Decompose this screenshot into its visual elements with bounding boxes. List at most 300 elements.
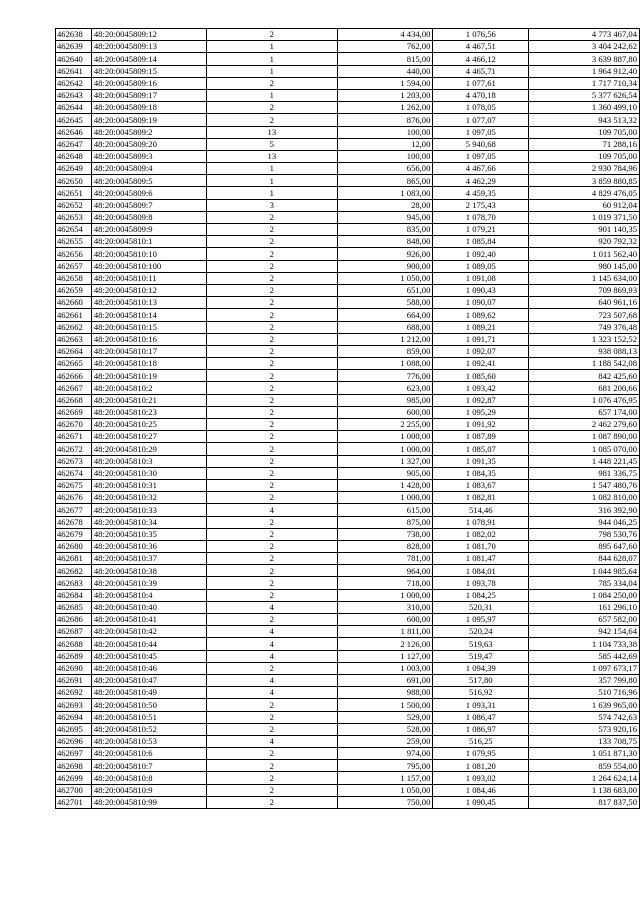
rate-cell: 1 091,92 xyxy=(433,419,529,431)
value-cell: 942 154,64 xyxy=(529,626,640,638)
value-cell: 943 513,32 xyxy=(529,114,640,126)
value-cell: 785 334,04 xyxy=(529,577,640,589)
rate-cell: 1 077,07 xyxy=(433,114,529,126)
category-cell: 2 xyxy=(207,796,338,808)
value-cell: 109 705,00 xyxy=(529,126,640,138)
cadastral-number-cell: 48:20:0045810:35 xyxy=(91,528,206,540)
rate-cell: 4 459,35 xyxy=(433,187,529,199)
table-row xyxy=(56,784,640,796)
cadastral-number-cell: 48:20:0045810:41 xyxy=(91,614,206,626)
cadastral-number-cell: 48:20:0045810:45 xyxy=(91,650,206,662)
value-cell: 1 639 965,00 xyxy=(529,699,640,711)
value-cell: 901 140,35 xyxy=(529,224,640,236)
rate-cell: 5 940,68 xyxy=(433,138,529,150)
category-cell: 2 xyxy=(207,699,338,711)
rate-cell: 1 092,07 xyxy=(433,345,529,357)
area-cell: 718,00 xyxy=(337,577,433,589)
row-number-cell: 462652 xyxy=(56,199,92,211)
cadastral-number-cell: 48:20:0045810:16 xyxy=(91,333,206,345)
area-cell: 738,00 xyxy=(337,528,433,540)
row-number-cell: 462660 xyxy=(56,297,92,309)
category-cell: 13 xyxy=(207,150,338,162)
area-cell: 875,00 xyxy=(337,516,433,528)
value-cell: 1 082 810,00 xyxy=(529,492,640,504)
value-cell: 981 336,75 xyxy=(529,467,640,479)
table-row xyxy=(56,260,640,272)
value-cell: 510 716,96 xyxy=(529,687,640,699)
rate-cell: 1 090,43 xyxy=(433,284,529,296)
area-cell: 964,00 xyxy=(337,565,433,577)
rate-cell: 1 093,02 xyxy=(433,772,529,784)
category-cell: 2 xyxy=(207,711,338,723)
cadastral-number-cell: 48:20:0045809:16 xyxy=(91,77,206,89)
value-cell: 2 462 279,60 xyxy=(529,419,640,431)
value-cell: 1 360 499,10 xyxy=(529,102,640,114)
table-row xyxy=(56,589,640,601)
area-cell: 1 262,00 xyxy=(337,102,433,114)
rate-cell: 1 093,31 xyxy=(433,699,529,711)
table-row xyxy=(56,431,640,443)
rate-cell: 1 092,40 xyxy=(433,248,529,260)
category-cell: 2 xyxy=(207,553,338,565)
rate-cell: 1 090,45 xyxy=(433,796,529,808)
category-cell: 2 xyxy=(207,479,338,491)
cadastral-number-cell: 48:20:0045810:51 xyxy=(91,711,206,723)
rate-cell: 519,47 xyxy=(433,650,529,662)
rate-cell: 1 081,20 xyxy=(433,760,529,772)
row-number-cell: 462699 xyxy=(56,772,92,784)
cadastral-number-cell: 48:20:0045809:15 xyxy=(91,65,206,77)
row-number-cell: 462659 xyxy=(56,284,92,296)
rate-cell: 1 084,25 xyxy=(433,589,529,601)
rate-cell: 516,25 xyxy=(433,735,529,747)
table-row xyxy=(56,455,640,467)
cadastral-number-cell: 48:20:0045810:34 xyxy=(91,516,206,528)
category-cell: 2 xyxy=(207,723,338,735)
rate-cell: 1 078,05 xyxy=(433,102,529,114)
table-row xyxy=(56,272,640,284)
category-cell: 2 xyxy=(207,443,338,455)
area-cell: 828,00 xyxy=(337,540,433,552)
rate-cell: 1 092,41 xyxy=(433,358,529,370)
table-row xyxy=(56,516,640,528)
category-cell: 4 xyxy=(207,626,338,638)
rate-cell: 4 467,66 xyxy=(433,163,529,175)
table-row xyxy=(56,175,640,187)
row-number-cell: 462655 xyxy=(56,236,92,248)
area-cell: 259,00 xyxy=(337,735,433,747)
area-cell: 1 157,00 xyxy=(337,772,433,784)
value-cell: 1 019 371,50 xyxy=(529,211,640,223)
row-number-cell: 462686 xyxy=(56,614,92,626)
table-row xyxy=(56,443,640,455)
value-cell: 938 088,13 xyxy=(529,345,640,357)
cadastral-number-cell: 48:20:0045810:52 xyxy=(91,723,206,735)
table-row xyxy=(56,199,640,211)
rate-cell: 1 077,61 xyxy=(433,77,529,89)
cadastral-number-cell: 48:20:0045809:19 xyxy=(91,114,206,126)
cadastral-number-cell: 48:20:0045810:21 xyxy=(91,394,206,406)
row-number-cell: 462651 xyxy=(56,187,92,199)
category-cell: 1 xyxy=(207,163,338,175)
category-cell: 2 xyxy=(207,577,338,589)
row-number-cell: 462695 xyxy=(56,723,92,735)
cadastral-number-cell: 48:20:0045809:8 xyxy=(91,211,206,223)
table-row xyxy=(56,796,640,808)
table-row xyxy=(56,297,640,309)
row-number-cell: 462662 xyxy=(56,321,92,333)
table-row xyxy=(56,89,640,101)
value-cell: 844 628,07 xyxy=(529,553,640,565)
area-cell: 691,00 xyxy=(337,674,433,686)
value-cell: 749 376,48 xyxy=(529,321,640,333)
category-cell: 4 xyxy=(207,601,338,613)
table-row xyxy=(56,394,640,406)
category-cell: 2 xyxy=(207,114,338,126)
category-cell: 2 xyxy=(207,284,338,296)
rate-cell: 1 094,39 xyxy=(433,662,529,674)
category-cell: 2 xyxy=(207,565,338,577)
cadastral-number-cell: 48:20:0045810:23 xyxy=(91,406,206,418)
row-number-cell: 462692 xyxy=(56,687,92,699)
row-number-cell: 462649 xyxy=(56,163,92,175)
row-number-cell: 462700 xyxy=(56,784,92,796)
value-cell: 4 773 467,04 xyxy=(529,29,640,41)
cadastral-number-cell: 48:20:0045810:25 xyxy=(91,419,206,431)
cadastral-number-cell: 48:20:0045809:2 xyxy=(91,126,206,138)
rate-cell: 1 091,35 xyxy=(433,455,529,467)
row-number-cell: 462641 xyxy=(56,65,92,77)
cadastral-number-cell: 48:20:0045810:19 xyxy=(91,370,206,382)
value-cell: 1 051 871,30 xyxy=(529,748,640,760)
row-number-cell: 462654 xyxy=(56,224,92,236)
cadastral-number-cell: 48:20:0045810:10 xyxy=(91,248,206,260)
row-number-cell: 462684 xyxy=(56,589,92,601)
row-number-cell: 462645 xyxy=(56,114,92,126)
rate-cell: 1 090,07 xyxy=(433,297,529,309)
table-row xyxy=(56,102,640,114)
rate-cell: 1 085,07 xyxy=(433,443,529,455)
cadastral-number-cell: 48:20:0045810:29 xyxy=(91,443,206,455)
rate-cell: 1 076,56 xyxy=(433,29,529,41)
cadastral-number-cell: 48:20:0045809:17 xyxy=(91,89,206,101)
value-cell: 3 859 880,85 xyxy=(529,175,640,187)
value-cell: 1 084 250,00 xyxy=(529,589,640,601)
rate-cell: 1 087,89 xyxy=(433,431,529,443)
area-cell: 1 127,00 xyxy=(337,650,433,662)
value-cell: 798 530,76 xyxy=(529,528,640,540)
cadastral-number-cell: 48:20:0045809:3 xyxy=(91,150,206,162)
value-cell: 3 639 887,80 xyxy=(529,53,640,65)
row-number-cell: 462691 xyxy=(56,674,92,686)
row-number-cell: 462698 xyxy=(56,760,92,772)
row-number-cell: 462687 xyxy=(56,626,92,638)
rate-cell: 1 093,78 xyxy=(433,577,529,589)
cadastral-number-cell: 48:20:0045810:42 xyxy=(91,626,206,638)
row-number-cell: 462642 xyxy=(56,77,92,89)
row-number-cell: 462701 xyxy=(56,796,92,808)
category-cell: 2 xyxy=(207,29,338,41)
cadastral-number-cell: 48:20:0045810:31 xyxy=(91,479,206,491)
cadastral-number-cell: 48:20:0045810:53 xyxy=(91,735,206,747)
rate-cell: 1 081,70 xyxy=(433,540,529,552)
category-cell: 2 xyxy=(207,772,338,784)
table-row xyxy=(56,126,640,138)
value-cell: 842 425,60 xyxy=(529,370,640,382)
table-row xyxy=(56,614,640,626)
table-row xyxy=(56,370,640,382)
rate-cell: 516,92 xyxy=(433,687,529,699)
category-cell: 2 xyxy=(207,224,338,236)
row-number-cell: 462646 xyxy=(56,126,92,138)
rate-cell: 1 095,29 xyxy=(433,406,529,418)
row-number-cell: 462670 xyxy=(56,419,92,431)
value-cell: 1 717 710,34 xyxy=(529,77,640,89)
row-number-cell: 462694 xyxy=(56,711,92,723)
value-cell: 71 288,16 xyxy=(529,138,640,150)
category-cell: 2 xyxy=(207,77,338,89)
category-cell: 2 xyxy=(207,662,338,674)
row-number-cell: 462656 xyxy=(56,248,92,260)
rate-cell: 4 466,12 xyxy=(433,53,529,65)
cadastral-number-cell: 48:20:0045810:2 xyxy=(91,382,206,394)
table-row xyxy=(56,187,640,199)
area-cell: 859,00 xyxy=(337,345,433,357)
area-cell: 945,00 xyxy=(337,211,433,223)
area-cell: 848,00 xyxy=(337,236,433,248)
row-number-cell: 462640 xyxy=(56,53,92,65)
cadastral-number-cell: 48:20:0045810:99 xyxy=(91,796,206,808)
cadastral-number-cell: 48:20:0045810:40 xyxy=(91,601,206,613)
rate-cell: 517,80 xyxy=(433,674,529,686)
cadastral-number-cell: 48:20:0045810:39 xyxy=(91,577,206,589)
rate-cell: 4 470,18 xyxy=(433,89,529,101)
row-number-cell: 462697 xyxy=(56,748,92,760)
category-cell: 2 xyxy=(207,589,338,601)
category-cell: 1 xyxy=(207,175,338,187)
table-row xyxy=(56,528,640,540)
table-row xyxy=(56,674,640,686)
value-cell: 1 138 683,00 xyxy=(529,784,640,796)
row-number-cell: 462650 xyxy=(56,175,92,187)
table-row xyxy=(56,236,640,248)
cadastral-number-cell: 48:20:0045810:47 xyxy=(91,674,206,686)
value-cell: 944 046,25 xyxy=(529,516,640,528)
rate-cell: 1 089,05 xyxy=(433,260,529,272)
table-row xyxy=(56,29,640,41)
cadastral-value-table xyxy=(55,28,640,809)
rate-cell: 4 467,51 xyxy=(433,41,529,53)
row-number-cell: 462664 xyxy=(56,345,92,357)
category-cell: 2 xyxy=(207,516,338,528)
value-cell: 1 104 733,38 xyxy=(529,638,640,650)
cadastral-number-cell: 48:20:0045810:15 xyxy=(91,321,206,333)
rate-cell: 1 091,08 xyxy=(433,272,529,284)
value-cell: 1 011 562,40 xyxy=(529,248,640,260)
value-cell: 1 097 673,17 xyxy=(529,662,640,674)
row-number-cell: 462680 xyxy=(56,540,92,552)
row-number-cell: 462665 xyxy=(56,358,92,370)
rate-cell: 1 092,87 xyxy=(433,394,529,406)
cadastral-number-cell: 48:20:0045810:7 xyxy=(91,760,206,772)
cadastral-number-cell: 48:20:0045809:9 xyxy=(91,224,206,236)
table-row xyxy=(56,626,640,638)
row-number-cell: 462677 xyxy=(56,504,92,516)
area-cell: 440,00 xyxy=(337,65,433,77)
cadastral-number-cell: 48:20:0045810:6 xyxy=(91,748,206,760)
category-cell: 2 xyxy=(207,248,338,260)
area-cell: 988,00 xyxy=(337,687,433,699)
value-cell: 1 087 890,00 xyxy=(529,431,640,443)
table-row xyxy=(56,150,640,162)
category-cell: 4 xyxy=(207,638,338,650)
value-cell: 133 708,75 xyxy=(529,735,640,747)
table-row xyxy=(56,138,640,150)
table-row xyxy=(56,406,640,418)
value-cell: 316 392,90 xyxy=(529,504,640,516)
area-cell: 1 811,00 xyxy=(337,626,433,638)
area-cell: 795,00 xyxy=(337,760,433,772)
row-number-cell: 462639 xyxy=(56,41,92,53)
cadastral-number-cell: 48:20:0045810:18 xyxy=(91,358,206,370)
table-row xyxy=(56,662,640,674)
table-row xyxy=(56,358,640,370)
table-row xyxy=(56,504,640,516)
rate-cell: 1 079,95 xyxy=(433,748,529,760)
category-cell: 2 xyxy=(207,333,338,345)
table-row xyxy=(56,382,640,394)
category-cell: 2 xyxy=(207,382,338,394)
value-cell: 3 404 242,62 xyxy=(529,41,640,53)
value-cell: 1 145 634,00 xyxy=(529,272,640,284)
rate-cell: 520,31 xyxy=(433,601,529,613)
rate-cell: 1 084,35 xyxy=(433,467,529,479)
area-cell: 651,00 xyxy=(337,284,433,296)
row-number-cell: 462666 xyxy=(56,370,92,382)
cadastral-number-cell: 48:20:0045810:1 xyxy=(91,236,206,248)
value-cell: 817 837,50 xyxy=(529,796,640,808)
row-number-cell: 462643 xyxy=(56,89,92,101)
cadastral-number-cell: 48:20:0045810:8 xyxy=(91,772,206,784)
table-row xyxy=(56,760,640,772)
cadastral-number-cell: 48:20:0045810:37 xyxy=(91,553,206,565)
value-cell: 681 200,66 xyxy=(529,382,640,394)
value-cell: 4 829 476,05 xyxy=(529,187,640,199)
area-cell: 2 255,00 xyxy=(337,419,433,431)
rate-cell: 1 078,70 xyxy=(433,211,529,223)
table-row xyxy=(56,333,640,345)
value-cell: 1 547 480,76 xyxy=(529,479,640,491)
area-cell: 815,00 xyxy=(337,53,433,65)
area-cell: 750,00 xyxy=(337,796,433,808)
row-number-cell: 462658 xyxy=(56,272,92,284)
table-row xyxy=(56,419,640,431)
rate-cell: 1 081,47 xyxy=(433,553,529,565)
table-row xyxy=(56,163,640,175)
rate-cell: 1 085,84 xyxy=(433,236,529,248)
area-cell: 588,00 xyxy=(337,297,433,309)
rate-cell: 1 093,42 xyxy=(433,382,529,394)
area-cell: 1 003,00 xyxy=(337,662,433,674)
area-cell: 905,00 xyxy=(337,467,433,479)
area-cell: 664,00 xyxy=(337,309,433,321)
value-cell: 2 930 784,96 xyxy=(529,163,640,175)
rate-cell: 4 462,29 xyxy=(433,175,529,187)
cadastral-number-cell: 48:20:0045810:17 xyxy=(91,345,206,357)
cadastral-number-cell: 48:20:0045810:27 xyxy=(91,431,206,443)
rate-cell: 4 465,71 xyxy=(433,65,529,77)
cadastral-number-cell: 48:20:0045810:32 xyxy=(91,492,206,504)
area-cell: 762,00 xyxy=(337,41,433,53)
category-cell: 2 xyxy=(207,102,338,114)
category-cell: 1 xyxy=(207,65,338,77)
row-number-cell: 462657 xyxy=(56,260,92,272)
category-cell: 2 xyxy=(207,236,338,248)
table-row xyxy=(56,492,640,504)
value-cell: 573 920,16 xyxy=(529,723,640,735)
area-cell: 1 050,00 xyxy=(337,784,433,796)
row-number-cell: 462678 xyxy=(56,516,92,528)
area-cell: 974,00 xyxy=(337,748,433,760)
area-cell: 1 000,00 xyxy=(337,431,433,443)
table-row xyxy=(56,224,640,236)
value-cell: 5 377 626,54 xyxy=(529,89,640,101)
table-row xyxy=(56,723,640,735)
category-cell: 4 xyxy=(207,650,338,662)
value-cell: 723 507,68 xyxy=(529,309,640,321)
table-row xyxy=(56,687,640,699)
table-row xyxy=(56,41,640,53)
table-row xyxy=(56,553,640,565)
table-row xyxy=(56,77,640,89)
area-cell: 1 327,00 xyxy=(337,455,433,467)
row-number-cell: 462675 xyxy=(56,479,92,491)
table-row xyxy=(56,467,640,479)
cadastral-number-cell: 48:20:0045809:18 xyxy=(91,102,206,114)
row-number-cell: 462683 xyxy=(56,577,92,589)
row-number-cell: 462689 xyxy=(56,650,92,662)
table-row xyxy=(56,65,640,77)
rate-cell: 1 078,91 xyxy=(433,516,529,528)
row-number-cell: 462690 xyxy=(56,662,92,674)
area-cell: 1 594,00 xyxy=(337,77,433,89)
category-cell: 5 xyxy=(207,138,338,150)
category-cell: 4 xyxy=(207,687,338,699)
table-row xyxy=(56,211,640,223)
cadastral-number-cell: 48:20:0045810:100 xyxy=(91,260,206,272)
row-number-cell: 462663 xyxy=(56,333,92,345)
cadastral-number-cell: 48:20:0045809:7 xyxy=(91,199,206,211)
category-cell: 2 xyxy=(207,455,338,467)
row-number-cell: 462676 xyxy=(56,492,92,504)
value-cell: 709 869,93 xyxy=(529,284,640,296)
row-number-cell: 462673 xyxy=(56,455,92,467)
category-cell: 2 xyxy=(207,394,338,406)
area-cell: 1 203,00 xyxy=(337,89,433,101)
cadastral-number-cell: 48:20:0045809:5 xyxy=(91,175,206,187)
category-cell: 3 xyxy=(207,199,338,211)
row-number-cell: 462669 xyxy=(56,406,92,418)
row-number-cell: 462696 xyxy=(56,735,92,747)
rate-cell: 1 086,97 xyxy=(433,723,529,735)
category-cell: 2 xyxy=(207,260,338,272)
rate-cell: 2 175,43 xyxy=(433,199,529,211)
rate-cell: 1 097,05 xyxy=(433,126,529,138)
category-cell: 2 xyxy=(207,272,338,284)
area-cell: 865,00 xyxy=(337,175,433,187)
value-cell: 1 264 624,14 xyxy=(529,772,640,784)
rate-cell: 1 089,62 xyxy=(433,309,529,321)
